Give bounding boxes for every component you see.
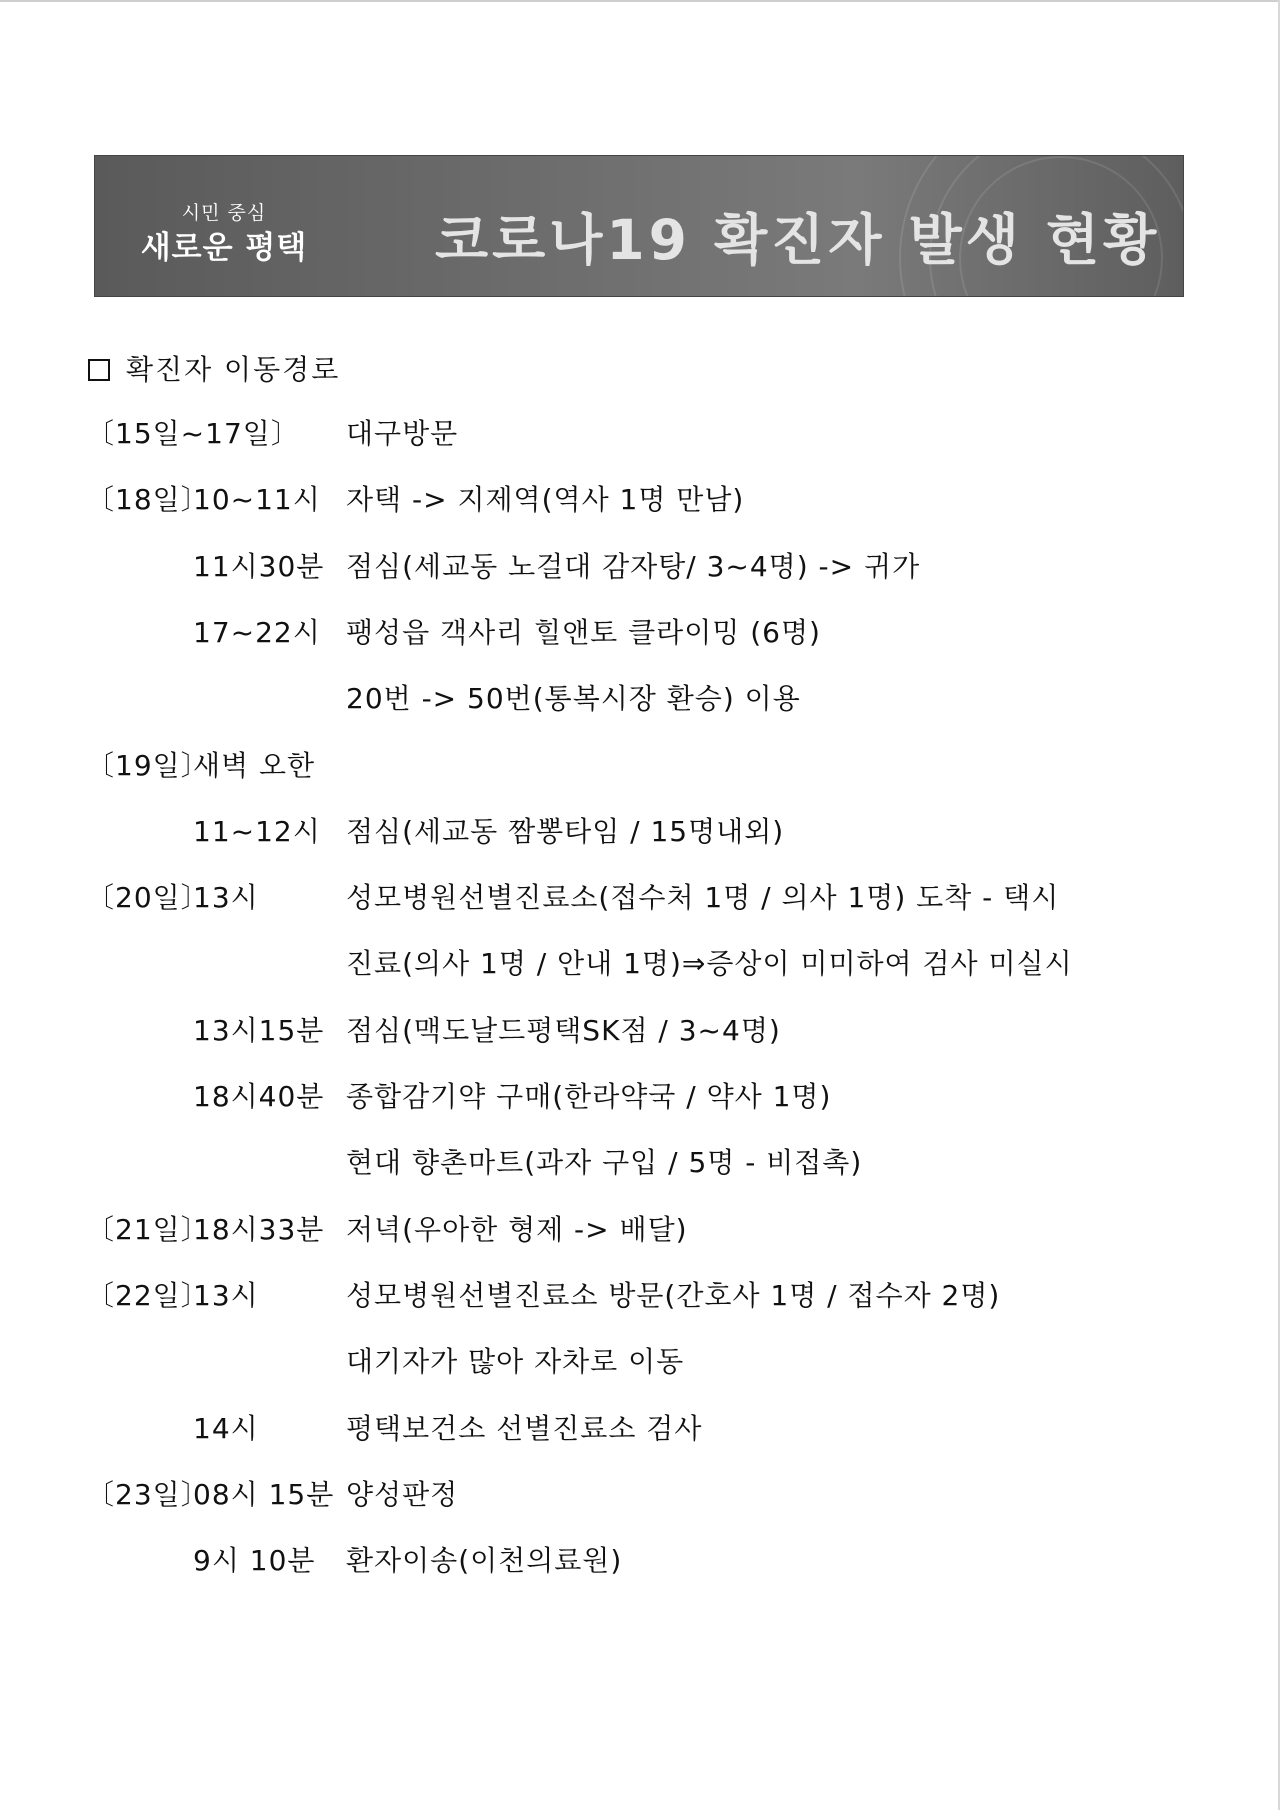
route-description: 팽성읍 객사리 힐앤토 클라이밍 (6명) (346, 616, 821, 649)
route-row (0, 414, 1280, 454)
route-time: 11~12시 (193, 815, 321, 848)
route-description: 성모병원선별진료소(접수처 1명 / 의사 1명) 도착 - 택시 (346, 881, 1060, 914)
route-row (0, 1143, 1280, 1183)
route-date: 〔21일〕 (86, 1213, 210, 1246)
scan-edge-top (0, 0, 1280, 2)
route-description: 현대 향촌마트(과자 구입 / 5명 - 비접촉) (346, 1146, 863, 1179)
route-row (0, 1541, 1280, 1581)
route-row (0, 1276, 1280, 1316)
route-row (0, 613, 1280, 653)
route-description: 성모병원선별진료소 방문(간호사 1명 / 접수자 2명) (346, 1279, 1001, 1312)
route-date: 〔19일〕 (86, 749, 210, 782)
route-row (0, 878, 1280, 918)
title-banner (94, 155, 1184, 297)
banner-slogan-sub: 시민 중심 (181, 202, 267, 224)
route-date: 〔15일~17일〕 (86, 417, 300, 450)
route-row (0, 1475, 1280, 1515)
route-time: 18시33분 (193, 1213, 325, 1246)
route-time: 9시 10분 (193, 1544, 316, 1577)
route-date: 〔23일〕 (86, 1478, 210, 1511)
route-time: 11시30분 (193, 550, 325, 583)
route-time: 18시40분 (193, 1080, 325, 1113)
route-description: 점심(세교동 노걸대 감자탕/ 3~4명) -> 귀가 (346, 550, 921, 583)
route-time: 08시 15분 (193, 1478, 335, 1511)
section-heading-label: 확진자 이동경로 (126, 353, 341, 386)
route-description: 양성판정 (346, 1478, 459, 1511)
route-description: 평택보건소 선별진료소 검사 (346, 1412, 703, 1445)
route-date: 〔20일〕 (86, 881, 210, 914)
section-heading (88, 348, 340, 388)
route-row (0, 1210, 1280, 1250)
route-description: 20번 -> 50번(통복시장 환승) 이용 (346, 682, 801, 715)
route-row (0, 1011, 1280, 1051)
route-time: 13시 (193, 1279, 259, 1312)
route-date: 〔22일〕 (86, 1279, 210, 1312)
route-description: 진료(의사 1명 / 안내 1명)⇒증상이 미미하여 검사 미실시 (346, 947, 1073, 980)
banner-slogan-logo: 새로운 평택 (140, 230, 308, 266)
route-row (0, 1409, 1280, 1449)
route-time: 13시15분 (193, 1014, 325, 1047)
route-row (0, 944, 1280, 984)
route-description: 종합감기약 구매(한라약국 / 약사 1명) (346, 1080, 832, 1113)
route-description: 환자이송(이천의료원) (346, 1544, 623, 1577)
route-date: 〔18일〕 (86, 483, 210, 516)
route-description: 대기자가 많아 자차로 이동 (346, 1345, 685, 1378)
route-time: 10~11시 (193, 483, 321, 516)
route-row (0, 746, 1280, 786)
route-row (0, 1077, 1280, 1117)
route-description: 저녁(우아한 형제 -> 배달) (346, 1213, 688, 1246)
route-description: 대구방문 (346, 417, 459, 450)
route-row (0, 1342, 1280, 1382)
route-row (0, 679, 1280, 719)
route-time: 새벽 오한 (193, 749, 316, 782)
route-description: 점심(맥도날드평택SK점 / 3~4명) (346, 1014, 781, 1047)
route-description: 점심(세교동 짬뽕타임 / 15명내외) (346, 815, 785, 848)
page-title: 코로나19 확진자 발생 현황 (435, 208, 1161, 272)
route-time: 13시 (193, 881, 259, 914)
route-time: 17~22시 (193, 616, 321, 649)
route-row (0, 480, 1280, 520)
route-time: 14시 (193, 1412, 259, 1445)
route-row (0, 812, 1280, 852)
route-description: 자택 -> 지제역(역사 1명 만남) (346, 483, 745, 516)
route-row (0, 547, 1280, 587)
checkbox-square-icon (88, 359, 110, 381)
